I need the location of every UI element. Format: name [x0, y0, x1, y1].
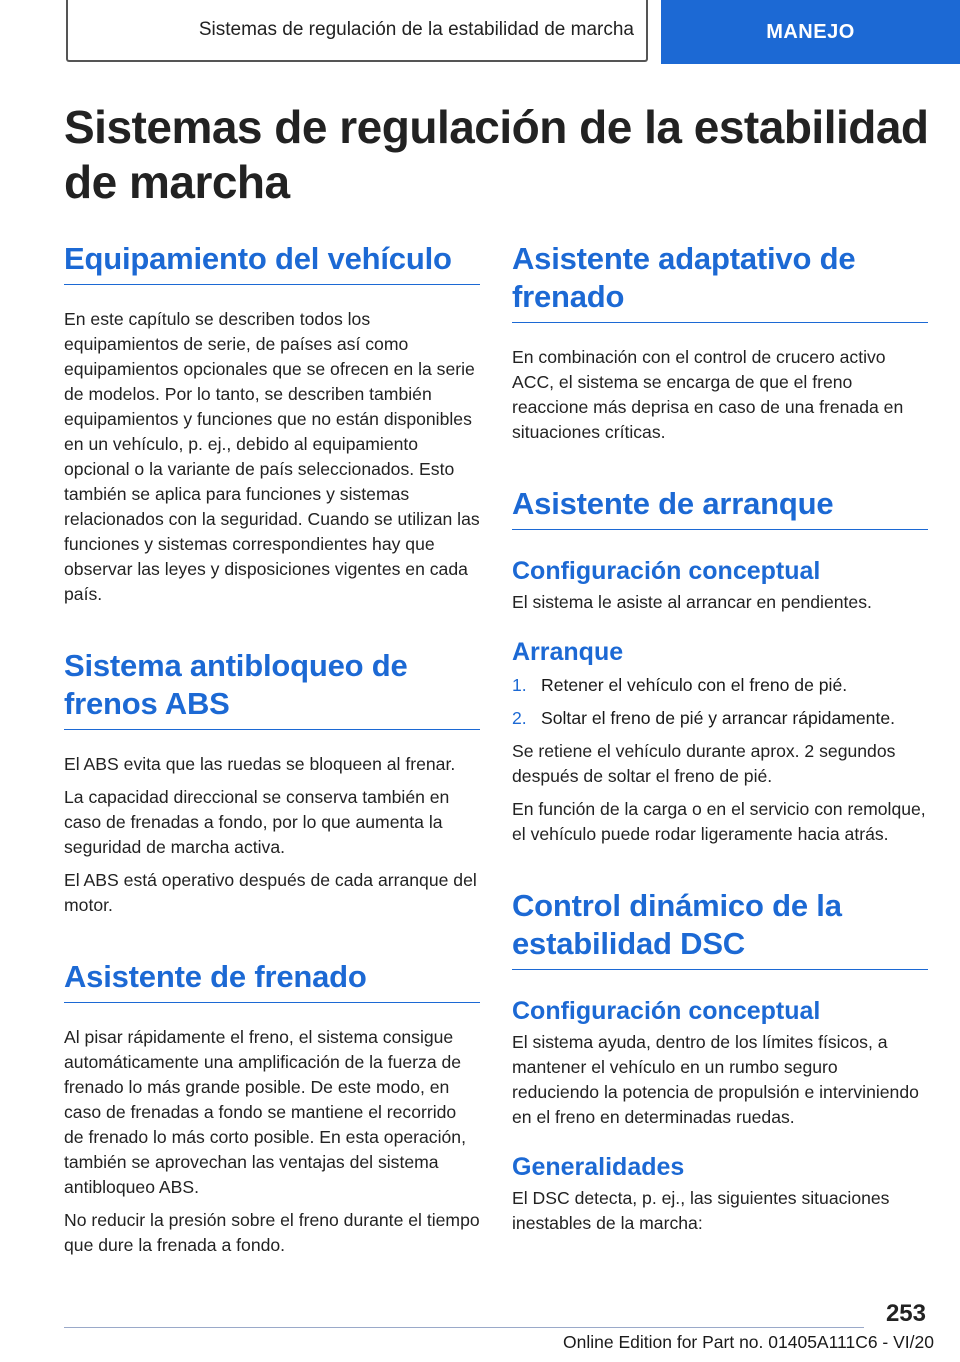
- paragraph-arranque-2: Se retiene el vehículo durante aprox. 2 segundos después de soltar el freno de pié.: [512, 741, 896, 786]
- arranque-steps: [512, 673, 928, 731]
- paragraph-abs-3: El ABS está operativo después de cada arranque del motor.: [64, 870, 477, 915]
- heading-equipamiento: Equipamiento del vehículo: [64, 240, 480, 285]
- heading-dsc: Control dinámico de la estabilidad DSC: [512, 887, 928, 970]
- subheading-configuracion-dsc: Configuración conceptual: [512, 997, 821, 1025]
- paragraph-frenado-1: Al pisar rápidamente el freno, el sistema consigue automáticamente una amplificación de la fuerza de frenado lo más grande posible. De este modo, en caso de frenadas a fondo se mantiene el recorrido de frenado lo más corto posible. En esta operación, también se aprovechan las ventajas del sistema antibloqueo ABS.: [64, 1027, 466, 1197]
- chapter-tab-label: MANEJO: [766, 20, 855, 43]
- footer-divider: [64, 1327, 864, 1328]
- subheading-configuracion-arranque: Configuración conceptual: [512, 557, 821, 585]
- running-header-title: Sistemas de regulación de la estabilidad de marcha: [198, 19, 634, 40]
- paragraph-arranque-3: En función de la carga o en el servicio con remolque, el vehículo puede rodar ligeramente hacia atrás.: [512, 799, 926, 844]
- paragraph-abs-1: El ABS evita que las ruedas se bloqueen al frenar.: [64, 754, 456, 774]
- heading-asistente-frenado: Asistente de frenado: [64, 958, 480, 1003]
- page-number: 253: [885, 1300, 926, 1327]
- paragraph-configuracion-dsc: El sistema ayuda, dentro de los límites físicos, a mantener el vehículo en un rumbo seguro reduciendo la potencia de propulsión e interviniendo en el freno en determinadas ruedas.: [512, 1032, 919, 1127]
- list-item: [512, 673, 928, 698]
- paragraph-abs-2: La capacidad direccional se conserva también en caso de frenadas a fondo, por lo que aumenta la seguridad de marcha activa.: [64, 787, 450, 857]
- right-column: [512, 240, 928, 1236]
- footer-edition: Online Edition for Part no. 01405A111C6 - VI/20: [563, 1332, 934, 1352]
- step-text: Soltar el freno de pié y arrancar rápidamente.: [541, 708, 896, 728]
- paragraph-equipamiento: En este capítulo se describen todos los equipamientos de serie, de países así como equipamientos opcionales que se ofrecen en la serie de modelos. Por lo tanto, se describen también equipamientos y funciones que no están disponibles en un vehículo, p. ej., debido al equipamiento opcional o la variante de país seleccionados. Esto también se aplica para funciones y sistemas relacionados con la seguridad. Cuando se utilizan las funciones y sistemas correspondientes hay que observar las leyes y disposiciones vigentes en cada país.: [64, 309, 480, 604]
- heading-asistente-arranque: Asistente de arranque: [512, 485, 928, 530]
- paragraph-adaptativo: En combinación con el control de crucero activo ACC, el sistema se encarga de que el freno reaccione más deprisa en caso de una frenada en situaciones críticas.: [512, 347, 904, 442]
- step-text: Retener el vehículo con el freno de pié.: [541, 675, 848, 695]
- paragraph-configuracion-arranque: El sistema le asiste al arrancar en pendientes.: [512, 592, 872, 612]
- running-header-section: [66, 0, 648, 62]
- subheading-arranque: Arranque: [512, 638, 624, 666]
- step-number: 1.: [512, 675, 527, 695]
- subheading-generalidades: Generalidades: [512, 1153, 685, 1181]
- paragraph-frenado-2: No reducir la presión sobre el freno durante el tiempo que dure la frenada a fondo.: [64, 1210, 480, 1255]
- page-title: Sistemas de regulación de la estabilidad de marcha: [64, 101, 929, 208]
- paragraph-generalidades: El DSC detecta, p. ej., las siguientes situaciones inestables de la marcha:: [512, 1188, 890, 1233]
- list-item: [512, 706, 928, 731]
- chapter-tab: [661, 0, 960, 64]
- heading-abs: Sistema antibloqueo de frenos ABS: [64, 647, 480, 730]
- heading-asistente-adaptativo: Asistente adaptativo de frenado: [512, 240, 928, 323]
- left-column: [64, 240, 480, 1258]
- step-number: 2.: [512, 708, 527, 728]
